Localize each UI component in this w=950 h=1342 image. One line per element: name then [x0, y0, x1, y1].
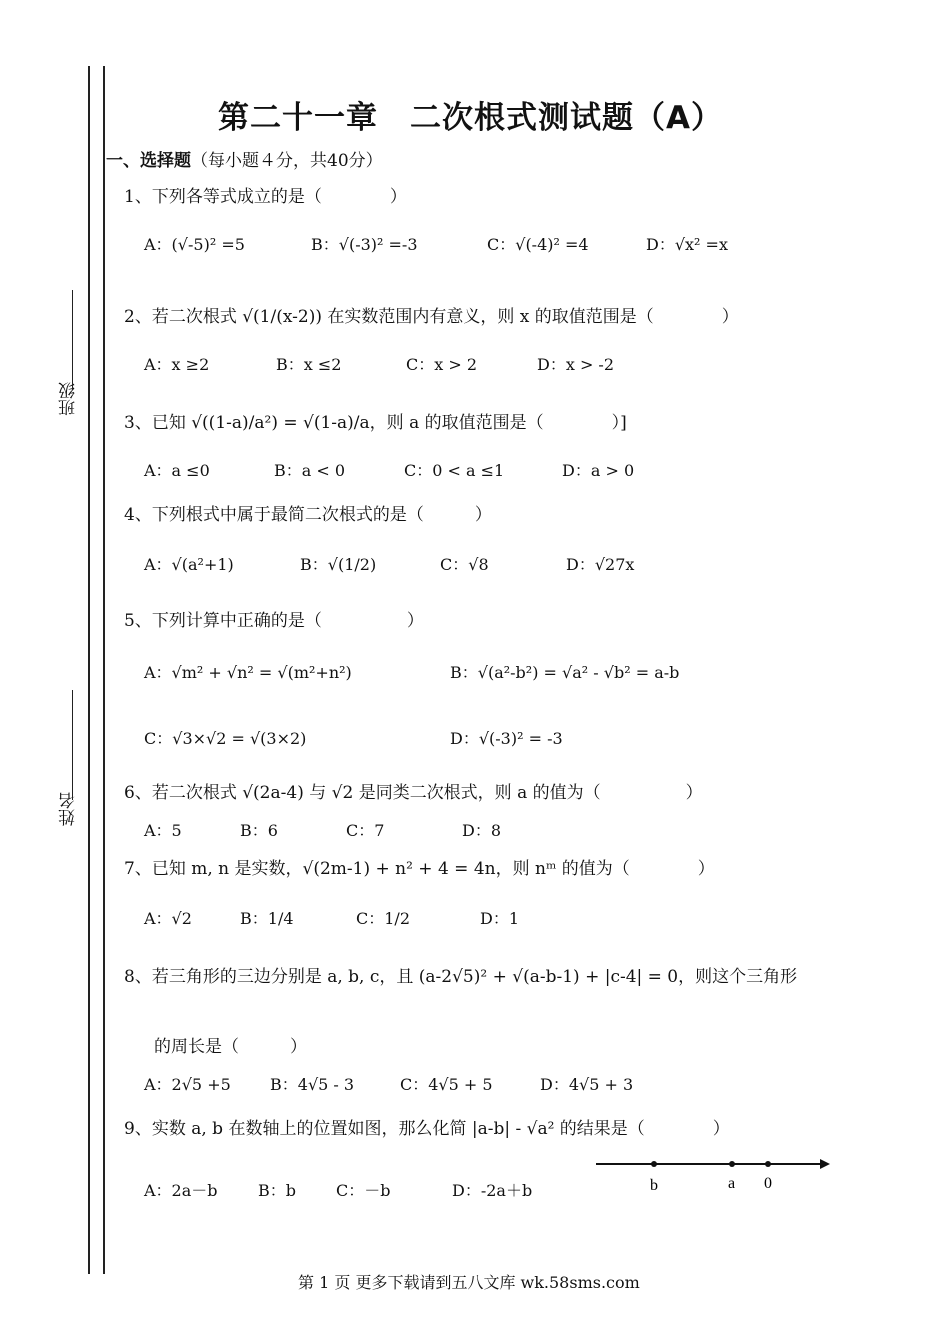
q7-option-d[interactable]: D：1 — [480, 909, 520, 928]
q9-option-a[interactable]: A：2a－b — [144, 1181, 218, 1200]
q6-option-b[interactable]: B：6 — [240, 821, 278, 840]
point-zero — [765, 1161, 771, 1167]
label-a: a — [728, 1175, 736, 1192]
q3-option-a[interactable]: A：a ≤0 — [144, 461, 210, 480]
q8-option-c[interactable]: C：4√5 + 5 — [400, 1075, 493, 1094]
q6-option-d[interactable]: D：8 — [462, 821, 502, 840]
question-8-stem-cont: 的周长是（ ） — [154, 1037, 307, 1057]
q2-option-a[interactable]: A：x ≥2 — [144, 355, 210, 374]
q8-option-d[interactable]: D：4√5 + 3 — [540, 1075, 634, 1094]
q1-option-b[interactable]: B：√(-3)² =-3 — [311, 235, 418, 254]
question-6-stem: 6、若二次根式 √(2a-4) 与 √2 是同类二次根式，则 a 的值为（ ） — [124, 783, 703, 803]
q7-option-c[interactable]: C：1/2 — [356, 909, 410, 928]
section-heading — [106, 146, 383, 171]
q1-option-d[interactable]: D：√x² =x — [646, 235, 728, 254]
q1-option-a[interactable]: A：(√-5)² =5 — [144, 235, 245, 254]
q5-option-d[interactable]: D：√(-3)² = -3 — [450, 729, 563, 748]
q7-option-a[interactable]: A：√2 — [144, 909, 192, 928]
name-label: 姓名 — [59, 792, 79, 826]
q2-option-c[interactable]: C：x > 2 — [406, 355, 478, 374]
question-4-stem: 4、下列根式中属于最简二次根式的是（ ） — [124, 505, 492, 525]
label-b: b — [650, 1177, 658, 1194]
q4-option-a[interactable]: A：√(a²+1) — [144, 555, 234, 574]
class-blank[interactable] — [72, 290, 73, 390]
q5-option-a[interactable]: A：√m² + √n² = √(m²+n²) — [144, 663, 352, 682]
question-1-stem: 1、下列各等式成立的是（ ） — [124, 187, 407, 207]
question-3-stem: 3、已知 √((1-a)/a²) = √(1-a)/a，则 a 的取值范围是（ ）] — [124, 413, 627, 433]
q6-option-a[interactable]: A：5 — [144, 821, 182, 840]
number-line-figure — [590, 1150, 840, 1200]
binding-line-1 — [88, 66, 90, 1274]
class-label: 班级 — [59, 382, 79, 416]
point-a — [729, 1161, 735, 1167]
q3-option-d[interactable]: D：a > 0 — [562, 461, 635, 480]
number-line-arrow — [820, 1159, 830, 1169]
q8-option-b[interactable]: B：4√5 - 3 — [270, 1075, 355, 1094]
q3-option-b[interactable]: B：a < 0 — [274, 461, 346, 480]
page-title: 第二十一章 二次根式测试题（A） — [218, 100, 723, 136]
q2-option-b[interactable]: B：x ≤2 — [276, 355, 342, 374]
label-zero: 0 — [764, 1175, 772, 1192]
page-footer: 第 1 页 更多下载请到五八文库 wk.58sms.com — [298, 1273, 640, 1292]
q4-option-c[interactable]: C：√8 — [440, 555, 489, 574]
q5-option-b[interactable]: B：√(a²-b²) = √a² - √b² = a-b — [450, 663, 680, 682]
q9-option-c[interactable]: C：－b — [336, 1181, 391, 1200]
q5-option-c[interactable]: C：√3×√2 = √(3×2) — [144, 729, 307, 748]
name-blank[interactable] — [72, 690, 73, 800]
q7-option-b[interactable]: B：1/4 — [240, 909, 294, 928]
q3-option-c[interactable]: C：0 < a ≤1 — [404, 461, 505, 480]
question-7-stem: 7、已知 m, n 是实数，√(2m-1) + n² + 4 = 4n，则 nᵐ 的值为（ ） — [124, 859, 715, 879]
question-2-stem: 2、若二次根式 √(1/(x-2)) 在实数范围内有意义，则 x 的取值范围是（ ） — [124, 307, 739, 327]
question-8-stem: 8、若三角形的三边分别是 a, b, c，且 (a-2√5)² + √(a-b-1) + |c-4| = 0，则这个三角形 — [124, 967, 798, 987]
section-heading-note: （每小题４分，共40分） — [191, 151, 383, 171]
point-b — [651, 1161, 657, 1167]
q2-option-d[interactable]: D：x > -2 — [537, 355, 615, 374]
q4-option-b[interactable]: B：√(1/2) — [300, 555, 377, 574]
q9-option-b[interactable]: B：b — [258, 1181, 297, 1200]
q1-option-c[interactable]: C：√(-4)² =4 — [487, 235, 589, 254]
q6-option-c[interactable]: C：7 — [346, 821, 385, 840]
question-5-stem: 5、下列计算中正确的是（ ） — [124, 611, 424, 631]
section-heading-label: 一、选择题 — [106, 151, 191, 171]
q8-option-a[interactable]: A：2√5 +5 — [144, 1075, 231, 1094]
q9-option-d[interactable]: D：-2a＋b — [452, 1181, 533, 1200]
binding-line-2 — [103, 66, 105, 1274]
q4-option-d[interactable]: D：√27x — [566, 555, 635, 574]
question-9-stem: 9、实数 a, b 在数轴上的位置如图，那么化简 |a-b| - √a² 的结果是（ ） — [124, 1119, 730, 1139]
